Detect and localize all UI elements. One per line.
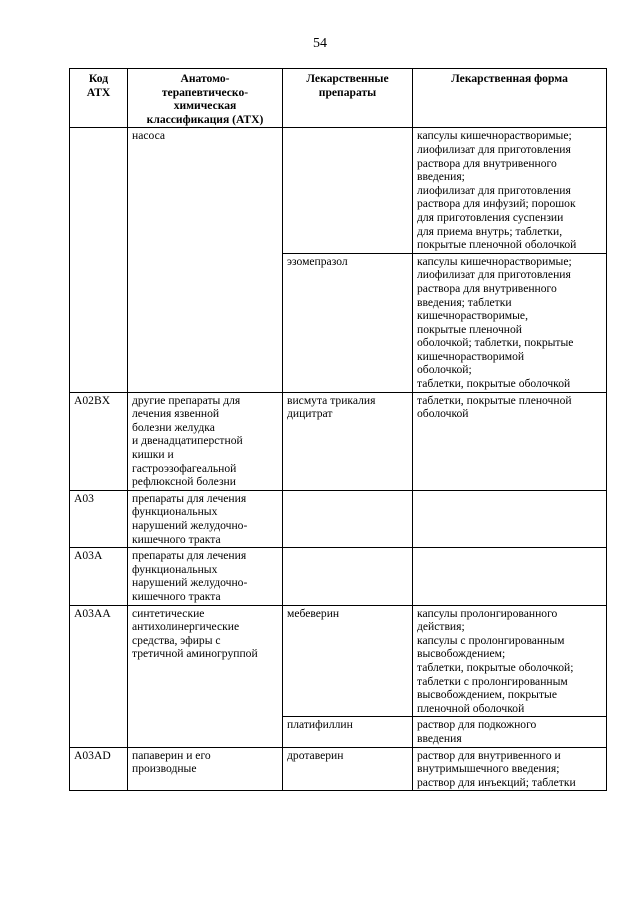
cell-classification: препараты для лечения функциональных нарушений желудочно- кишечного тракта xyxy=(128,548,283,605)
cell-code xyxy=(70,128,128,392)
page-number: 54 xyxy=(313,36,327,51)
cell-code: A03AA xyxy=(70,605,128,747)
table-row xyxy=(70,490,607,547)
cell-drug: платифиллин xyxy=(283,717,413,747)
cell-drug: дротаверин xyxy=(283,747,413,791)
cell-form: капсулы кишечнорастворимые; лиофилизат для приготовления раствора для внутривенного введения; таблетки кишечнорастворимые, покрытые пленочной оболочкой; таблетки, покрытые кишечнорастворимой оболочкой; таблетки, покрытые оболочкой xyxy=(413,253,607,392)
cell-code: A03A xyxy=(70,548,128,605)
cell-drug xyxy=(283,128,413,253)
cell-form: капсулы кишечнорастворимые; лиофилизат для приготовления раствора для внутривенного введения; лиофилизат для приготовления раствора для инфузий; порошок для приготовления суспензии для приема внутрь; таблетки, покрытые пленочной оболочкой xyxy=(413,128,607,253)
table-row xyxy=(70,392,607,490)
table-row xyxy=(70,747,607,791)
cell-code: A03 xyxy=(70,490,128,547)
table-row xyxy=(70,605,607,717)
cell-drug: эзомепразол xyxy=(283,253,413,392)
table-row xyxy=(70,128,607,253)
cell-classification: препараты для лечения функциональных нарушений желудочно- кишечного тракта xyxy=(128,490,283,547)
cell-drug: висмута трикалия дицитрат xyxy=(283,392,413,490)
column-header-code: Код ATX xyxy=(70,69,128,128)
cell-drug: мебеверин xyxy=(283,605,413,717)
table-row xyxy=(70,548,607,605)
cell-code: A02BX xyxy=(70,392,128,490)
cell-form: раствор для подкожного введения xyxy=(413,717,607,747)
table-header-row xyxy=(70,69,607,128)
cell-form xyxy=(413,490,607,547)
cell-classification: другие препараты для лечения язвенной болезни желудка и двенадцатиперстной кишки и гастроэзофагеальной рефлюксной болезни xyxy=(128,392,283,490)
cell-drug xyxy=(283,548,413,605)
cell-classification: синтетические антихолинергические средства, эфиры с третичной аминогруппой xyxy=(128,605,283,747)
cell-form: раствор для внутривенного и внутримышечного введения; раствор для инъекций; таблетки xyxy=(413,747,607,791)
cell-form xyxy=(413,548,607,605)
column-header-classification: Анатомо- терапевтическо- химическая классификация (АТХ) xyxy=(128,69,283,128)
cell-form: таблетки, покрытые пленочной оболочкой xyxy=(413,392,607,490)
atx-table xyxy=(69,68,607,791)
cell-code: A03AD xyxy=(70,747,128,791)
cell-form: капсулы пролонгированного действия; капсулы с пролонгированным высвобождением; таблетки, покрытые оболочкой; таблетки с пролонгированным высвобождением, покрытые пленочной оболочкой xyxy=(413,605,607,717)
cell-classification: насоса xyxy=(128,128,283,392)
cell-drug xyxy=(283,490,413,547)
cell-classification: папаверин и его производные xyxy=(128,747,283,791)
column-header-drugs: Лекарственные препараты xyxy=(283,69,413,128)
column-header-form: Лекарственная форма xyxy=(413,69,607,128)
